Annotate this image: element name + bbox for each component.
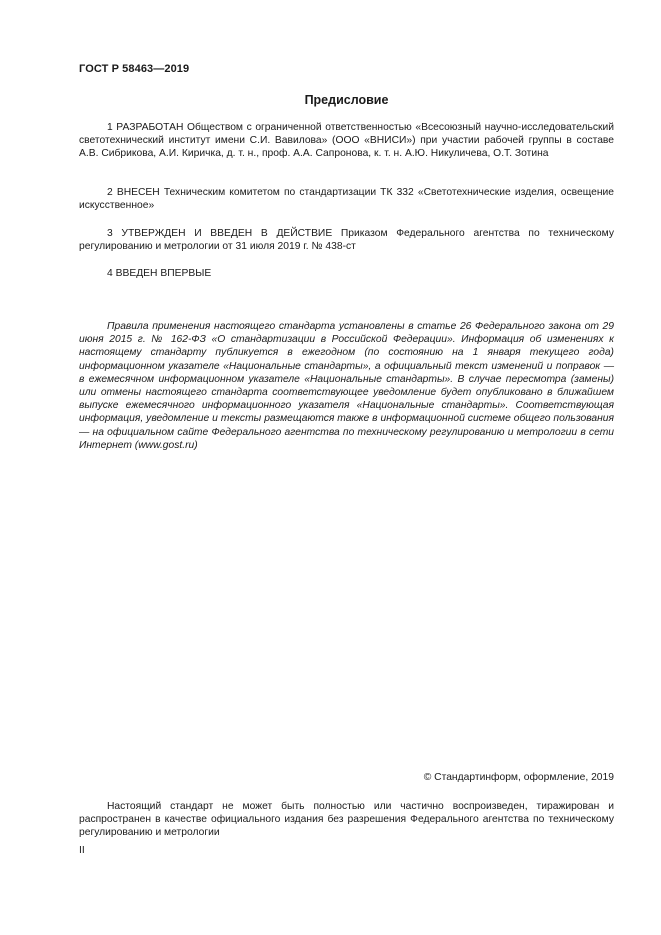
copyright-line: © Стандартинформ, оформление, 2019 [423,772,614,783]
reproduction-notice: Настоящий стандарт не может быть полностью или частично воспроизведен, тиражирован и распространен в качестве официального издания без разрешения Федерального агентства по техническому регулированию и метрологии [79,801,614,839]
application-rules-note: Правила применения настоящего стандарта установлены в статье 26 Федерального закона от 29 июня 2015 г. № 162-ФЗ «О стандартизации в Российской Федерации». Информация об изменениях к настоящему стандарту публикуется в ежегодном (по состоянию на 1 января текущего года) информационном указателе «Национальные стандарты», а официальный текст изменений и поправок — в ежемесячном информационном указателе «Национальные стандарты». В случае пересмотра (замены) или отмены настоящего стандарта соответствующее уведомление будет опубликовано в ближайшем выпуске ежемесячного информационного указателя «Национальные стандарты». Соответствующая информация, уведомление и тексты размещаются также в информационной системе общего пользования — на официальном сайте Федерального агентства по техническому регулированию и метрологии в сети Интернет (www.gost.ru) [79,321,614,451]
page-number: II [79,845,85,856]
foreword-item-3: 3 УТВЕРЖДЕН И ВВЕДЕН В ДЕЙСТВИЕ Приказом Федерального агентства по техническому регулированию и метрологии от 31 июля 2019 г. № 438-ст [79,228,614,253]
foreword-item-4: 4 ВВЕДЕН ВПЕРВЫЕ [107,268,212,279]
foreword-title: Предисловие [304,93,389,107]
document-code: ГОСТ Р 58463—2019 [79,63,190,75]
foreword-item-2: 2 ВНЕСЕН Техническим комитетом по стандартизации ТК 332 «Светотехнические изделия, освещение искусственное» [79,187,614,212]
foreword-item-1: 1 РАЗРАБОТАН Обществом с ограниченной ответственностью «Всесоюзный научно-исследовательский светотехнический институт имени С.И. Вавилова» (ООО «ВНИСИ») при участии рабочей группы в составе А.В. Сибрикова, А.И. Киричка, д. т. н., проф. А.А. Сапронова, к. т. н. А.Ю. Никуличева, О.Т. Зотина [79,122,614,160]
